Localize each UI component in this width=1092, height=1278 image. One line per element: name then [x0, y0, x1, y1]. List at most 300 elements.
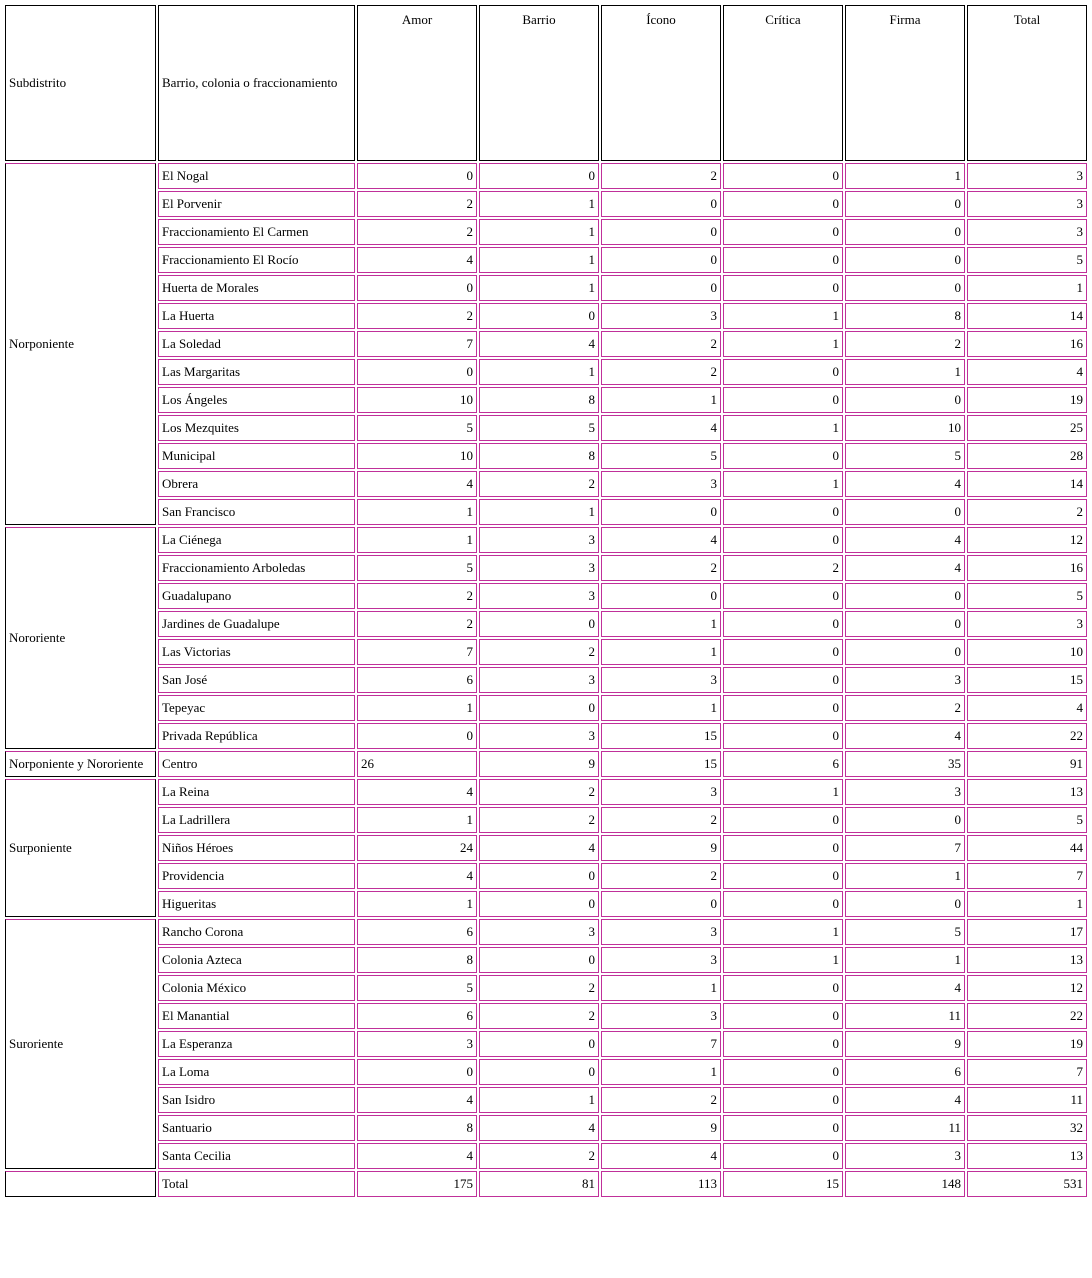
table-row	[5, 1059, 1087, 1085]
table-row	[5, 779, 1087, 805]
table-row	[5, 807, 1087, 833]
amor-cell: 2	[357, 191, 477, 217]
barrio-cell: 3	[479, 919, 599, 945]
amor-cell: 24	[357, 835, 477, 861]
barrio-cell: Las Margaritas	[158, 359, 355, 385]
firma-cell: 4	[845, 555, 965, 581]
barrio-cell: 2	[479, 1143, 599, 1169]
amor-cell: 0	[357, 723, 477, 749]
critica-cell: 0	[723, 1115, 843, 1141]
header-subdistrito: Subdistrito	[5, 5, 156, 161]
firma-cell: 11	[845, 1003, 965, 1029]
icono-cell: 3	[601, 667, 721, 693]
barrio-cell: 3	[479, 555, 599, 581]
firma-cell: 3	[845, 779, 965, 805]
barrio-cell: Providencia	[158, 863, 355, 889]
icono-cell: 3	[601, 1003, 721, 1029]
icono-cell: 1	[601, 611, 721, 637]
barrio-cell: 0	[479, 1031, 599, 1057]
critica-cell: 0	[723, 639, 843, 665]
firma-cell: 0	[845, 247, 965, 273]
icono-cell: 2	[601, 331, 721, 357]
critica-cell: 1	[723, 919, 843, 945]
barrio-cell: Niños Héroes	[158, 835, 355, 861]
barrio-cell: 2	[479, 807, 599, 833]
barrio-cell: 0	[479, 1059, 599, 1085]
amor-cell: 8	[357, 947, 477, 973]
amor-cell: 0	[357, 163, 477, 189]
total-cell: 28	[967, 443, 1087, 469]
amor-cell: 1	[357, 807, 477, 833]
table-row	[5, 275, 1087, 301]
total-amor-cell: 175	[357, 1171, 477, 1197]
firma-cell: 4	[845, 975, 965, 1001]
table-row	[5, 387, 1087, 413]
table-row	[5, 611, 1087, 637]
icono-cell: 0	[601, 247, 721, 273]
barrio-cell: La Loma	[158, 1059, 355, 1085]
barrio-cell: Fraccionamiento El Carmen	[158, 219, 355, 245]
critica-cell: 0	[723, 499, 843, 525]
total-cell: 7	[967, 863, 1087, 889]
critica-cell: 1	[723, 779, 843, 805]
firma-cell: 6	[845, 1059, 965, 1085]
critica-cell: 0	[723, 1143, 843, 1169]
total-cell: 25	[967, 415, 1087, 441]
critica-cell: 0	[723, 1087, 843, 1113]
totals-row	[5, 1171, 1087, 1197]
barrio-cell: Santa Cecilia	[158, 1143, 355, 1169]
critica-cell: 1	[723, 331, 843, 357]
icono-cell: 2	[601, 1087, 721, 1113]
amor-cell: 2	[357, 219, 477, 245]
critica-cell: 0	[723, 1003, 843, 1029]
table-row	[5, 1115, 1087, 1141]
total-cell: 3	[967, 191, 1087, 217]
barrio-cell: 2	[479, 975, 599, 1001]
icono-cell: 7	[601, 1031, 721, 1057]
barrio-cell: La Huerta	[158, 303, 355, 329]
total-cell: 7	[967, 1059, 1087, 1085]
amor-cell: 7	[357, 639, 477, 665]
icono-cell: 3	[601, 947, 721, 973]
amor-cell: 4	[357, 863, 477, 889]
firma-cell: 0	[845, 611, 965, 637]
firma-cell: 1	[845, 163, 965, 189]
total-cell: 16	[967, 331, 1087, 357]
firma-cell: 0	[845, 219, 965, 245]
total-cell: 22	[967, 1003, 1087, 1029]
data-table	[3, 3, 1089, 1199]
total-cell: 44	[967, 835, 1087, 861]
firma-cell: 4	[845, 723, 965, 749]
table-row	[5, 975, 1087, 1001]
total-cell: 1	[967, 275, 1087, 301]
firma-cell: 5	[845, 443, 965, 469]
firma-cell: 4	[845, 471, 965, 497]
firma-cell: 0	[845, 499, 965, 525]
icono-cell: 9	[601, 835, 721, 861]
total-cell: 13	[967, 947, 1087, 973]
barrio-cell: 0	[479, 863, 599, 889]
amor-cell: 5	[357, 975, 477, 1001]
firma-cell: 4	[845, 527, 965, 553]
barrio-cell: Higueritas	[158, 891, 355, 917]
total-cell: 13	[967, 1143, 1087, 1169]
firma-cell: 4	[845, 1087, 965, 1113]
firma-cell: 35	[845, 751, 965, 777]
critica-cell: 1	[723, 415, 843, 441]
table-header	[5, 5, 1087, 161]
total-cell: 14	[967, 471, 1087, 497]
barrio-cell: 2	[479, 779, 599, 805]
barrio-cell: 1	[479, 1087, 599, 1113]
barrio-cell: Tepeyac	[158, 695, 355, 721]
barrio-cell: Los Mezquites	[158, 415, 355, 441]
amor-cell: 0	[357, 359, 477, 385]
barrio-cell: Privada República	[158, 723, 355, 749]
amor-cell: 6	[357, 667, 477, 693]
table-row	[5, 555, 1087, 581]
barrio-cell: 2	[479, 1003, 599, 1029]
critica-cell: 0	[723, 863, 843, 889]
table-row	[5, 359, 1087, 385]
icono-cell: 5	[601, 443, 721, 469]
amor-cell: 5	[357, 415, 477, 441]
barrio-cell: El Nogal	[158, 163, 355, 189]
barrio-cell: Obrera	[158, 471, 355, 497]
barrio-cell: Centro	[158, 751, 355, 777]
barrio-cell: Fraccionamiento Arboledas	[158, 555, 355, 581]
table-row	[5, 583, 1087, 609]
table-row	[5, 303, 1087, 329]
critica-cell: 0	[723, 807, 843, 833]
icono-cell: 2	[601, 807, 721, 833]
firma-cell: 0	[845, 639, 965, 665]
critica-cell: 0	[723, 667, 843, 693]
barrio-cell: La Soledad	[158, 331, 355, 357]
total-cell: 17	[967, 919, 1087, 945]
barrio-cell: El Manantial	[158, 1003, 355, 1029]
firma-cell: 2	[845, 331, 965, 357]
total-cell: 12	[967, 975, 1087, 1001]
total-cell: 22	[967, 723, 1087, 749]
table-row	[5, 639, 1087, 665]
barrio-cell: Colonia Azteca	[158, 947, 355, 973]
header-icono: Ícono	[601, 5, 721, 161]
icono-cell: 2	[601, 359, 721, 385]
firma-cell: 0	[845, 387, 965, 413]
total-cell: 19	[967, 387, 1087, 413]
amor-cell: 3	[357, 1031, 477, 1057]
icono-cell: 9	[601, 1115, 721, 1141]
barrio-cell: 3	[479, 583, 599, 609]
amor-cell: 4	[357, 1087, 477, 1113]
critica-cell: 0	[723, 527, 843, 553]
barrio-cell: 0	[479, 947, 599, 973]
icono-cell: 2	[601, 163, 721, 189]
icono-cell: 0	[601, 891, 721, 917]
barrio-cell: Guadalupano	[158, 583, 355, 609]
table-row	[5, 527, 1087, 553]
amor-cell: 10	[357, 387, 477, 413]
firma-cell: 8	[845, 303, 965, 329]
barrio-cell: La Ciénega	[158, 527, 355, 553]
firma-cell: 11	[845, 1115, 965, 1141]
subdistrito-cell: Norponiente y Nororiente	[5, 751, 156, 777]
firma-cell: 0	[845, 891, 965, 917]
critica-cell: 0	[723, 835, 843, 861]
table-row	[5, 219, 1087, 245]
critica-cell: 0	[723, 191, 843, 217]
critica-cell: 0	[723, 611, 843, 637]
total-firma-cell: 148	[845, 1171, 965, 1197]
total-cell: 4	[967, 695, 1087, 721]
subdistrito-cell: Surponiente	[5, 779, 156, 917]
barrio-cell: Fraccionamiento El Rocío	[158, 247, 355, 273]
critica-cell: 0	[723, 695, 843, 721]
critica-cell: 0	[723, 247, 843, 273]
icono-cell: 2	[601, 863, 721, 889]
barrio-cell: 4	[479, 1115, 599, 1141]
total-cell: 5	[967, 807, 1087, 833]
header-total: Total	[967, 5, 1087, 161]
barrio-cell: Los Ángeles	[158, 387, 355, 413]
amor-cell: 1	[357, 499, 477, 525]
total-cell: 3	[967, 163, 1087, 189]
critica-cell: 1	[723, 947, 843, 973]
table-row	[5, 863, 1087, 889]
barrio-cell: 2	[479, 639, 599, 665]
table-row	[5, 1087, 1087, 1113]
subdistrito-cell: Nororiente	[5, 527, 156, 749]
icono-cell: 15	[601, 723, 721, 749]
amor-cell: 4	[357, 471, 477, 497]
barrio-cell: Municipal	[158, 443, 355, 469]
firma-cell: 0	[845, 275, 965, 301]
critica-cell: 0	[723, 723, 843, 749]
critica-cell: 2	[723, 555, 843, 581]
total-cell: 15	[967, 667, 1087, 693]
amor-cell: 0	[357, 1059, 477, 1085]
icono-cell: 1	[601, 387, 721, 413]
barrio-cell: La Ladrillera	[158, 807, 355, 833]
barrio-cell: 1	[479, 499, 599, 525]
amor-cell: 6	[357, 1003, 477, 1029]
total-cell: 3	[967, 219, 1087, 245]
table-row	[5, 919, 1087, 945]
icono-cell: 4	[601, 527, 721, 553]
critica-cell: 0	[723, 1031, 843, 1057]
totals-label: Total	[158, 1171, 355, 1197]
barrio-cell: 8	[479, 387, 599, 413]
barrio-cell: 0	[479, 891, 599, 917]
table-row	[5, 247, 1087, 273]
barrio-cell: 8	[479, 443, 599, 469]
icono-cell: 1	[601, 1059, 721, 1085]
firma-cell: 10	[845, 415, 965, 441]
amor-cell: 2	[357, 611, 477, 637]
total-barrio-cell: 81	[479, 1171, 599, 1197]
barrio-cell: La Esperanza	[158, 1031, 355, 1057]
critica-cell: 0	[723, 387, 843, 413]
critica-cell: 6	[723, 751, 843, 777]
table-row	[5, 835, 1087, 861]
amor-cell: 10	[357, 443, 477, 469]
icono-cell: 1	[601, 975, 721, 1001]
table-row	[5, 163, 1087, 189]
firma-cell: 5	[845, 919, 965, 945]
barrio-cell: 3	[479, 527, 599, 553]
critica-cell: 0	[723, 1059, 843, 1085]
amor-cell: 8	[357, 1115, 477, 1141]
amor-cell: 4	[357, 779, 477, 805]
amor-cell: 4	[357, 1143, 477, 1169]
barrio-cell: 0	[479, 303, 599, 329]
firma-cell: 2	[845, 695, 965, 721]
header-barrio: Barrio, colonia o fraccionamiento	[158, 5, 355, 161]
table-row	[5, 1003, 1087, 1029]
firma-cell: 0	[845, 583, 965, 609]
subdistrito-cell: Suroriente	[5, 919, 156, 1169]
icono-cell: 1	[601, 695, 721, 721]
total-cell: 4	[967, 359, 1087, 385]
barrio-cell: 5	[479, 415, 599, 441]
amor-cell: 1	[357, 695, 477, 721]
total-icono-cell: 113	[601, 1171, 721, 1197]
barrio-cell: 1	[479, 191, 599, 217]
header-amor: Amor	[357, 5, 477, 161]
header-barrio-col: Barrio	[479, 5, 599, 161]
barrio-cell: Las Victorias	[158, 639, 355, 665]
barrio-cell: 0	[479, 611, 599, 637]
firma-cell: 3	[845, 1143, 965, 1169]
critica-cell: 0	[723, 359, 843, 385]
table-row	[5, 891, 1087, 917]
amor-cell: 5	[357, 555, 477, 581]
icono-cell: 2	[601, 555, 721, 581]
firma-cell: 0	[845, 807, 965, 833]
barrio-cell: 3	[479, 723, 599, 749]
critica-cell: 0	[723, 275, 843, 301]
total-cell: 19	[967, 1031, 1087, 1057]
table-row	[5, 695, 1087, 721]
table-body	[5, 163, 1087, 1197]
firma-cell: 1	[845, 359, 965, 385]
icono-cell: 0	[601, 499, 721, 525]
amor-cell: 0	[357, 275, 477, 301]
amor-cell: 2	[357, 303, 477, 329]
table-row	[5, 443, 1087, 469]
total-cell: 3	[967, 611, 1087, 637]
amor-cell: 26	[357, 751, 477, 777]
barrio-cell: 4	[479, 835, 599, 861]
table-row	[5, 751, 1087, 777]
total-cell: 32	[967, 1115, 1087, 1141]
header-critica: Crítica	[723, 5, 843, 161]
barrio-cell: La Reina	[158, 779, 355, 805]
barrio-cell: Rancho Corona	[158, 919, 355, 945]
icono-cell: 4	[601, 415, 721, 441]
icono-cell: 1	[601, 639, 721, 665]
barrio-cell: 4	[479, 331, 599, 357]
header-firma: Firma	[845, 5, 965, 161]
table-row	[5, 415, 1087, 441]
barrio-cell: 1	[479, 275, 599, 301]
barrio-cell: 9	[479, 751, 599, 777]
total-cell: 5	[967, 247, 1087, 273]
icono-cell: 3	[601, 303, 721, 329]
firma-cell: 1	[845, 947, 965, 973]
barrio-cell: 1	[479, 247, 599, 273]
amor-cell: 1	[357, 891, 477, 917]
barrio-cell: 2	[479, 471, 599, 497]
barrio-cell: 0	[479, 163, 599, 189]
icono-cell: 0	[601, 583, 721, 609]
barrio-cell: 1	[479, 219, 599, 245]
totals-empty-cell	[5, 1171, 156, 1197]
amor-cell: 1	[357, 527, 477, 553]
barrio-cell: San Isidro	[158, 1087, 355, 1113]
icono-cell: 0	[601, 275, 721, 301]
critica-cell: 1	[723, 471, 843, 497]
critica-cell: 1	[723, 303, 843, 329]
icono-cell: 15	[601, 751, 721, 777]
barrio-cell: 3	[479, 667, 599, 693]
barrio-cell: San José	[158, 667, 355, 693]
barrio-cell: El Porvenir	[158, 191, 355, 217]
firma-cell: 3	[845, 667, 965, 693]
total-cell: 14	[967, 303, 1087, 329]
amor-cell: 4	[357, 247, 477, 273]
total-total-cell: 531	[967, 1171, 1087, 1197]
critica-cell: 0	[723, 443, 843, 469]
icono-cell: 4	[601, 1143, 721, 1169]
table-row	[5, 331, 1087, 357]
firma-cell: 0	[845, 191, 965, 217]
total-cell: 11	[967, 1087, 1087, 1113]
icono-cell: 3	[601, 779, 721, 805]
icono-cell: 3	[601, 919, 721, 945]
total-cell: 12	[967, 527, 1087, 553]
total-cell: 91	[967, 751, 1087, 777]
critica-cell: 0	[723, 975, 843, 1001]
icono-cell: 0	[601, 191, 721, 217]
critica-cell: 0	[723, 219, 843, 245]
barrio-cell: Colonia México	[158, 975, 355, 1001]
firma-cell: 9	[845, 1031, 965, 1057]
amor-cell: 7	[357, 331, 477, 357]
barrio-cell: Santuario	[158, 1115, 355, 1141]
barrio-cell: 0	[479, 695, 599, 721]
critica-cell: 0	[723, 163, 843, 189]
amor-cell: 6	[357, 919, 477, 945]
table-row	[5, 947, 1087, 973]
critica-cell: 0	[723, 583, 843, 609]
total-cell: 10	[967, 639, 1087, 665]
table-row	[5, 191, 1087, 217]
barrio-cell: 1	[479, 359, 599, 385]
table-row	[5, 1031, 1087, 1057]
table-row	[5, 471, 1087, 497]
total-cell: 16	[967, 555, 1087, 581]
header-row	[5, 5, 1087, 161]
barrio-cell: Huerta de Morales	[158, 275, 355, 301]
critica-cell: 0	[723, 891, 843, 917]
firma-cell: 1	[845, 863, 965, 889]
total-cell: 5	[967, 583, 1087, 609]
barrio-cell: Jardines de Guadalupe	[158, 611, 355, 637]
